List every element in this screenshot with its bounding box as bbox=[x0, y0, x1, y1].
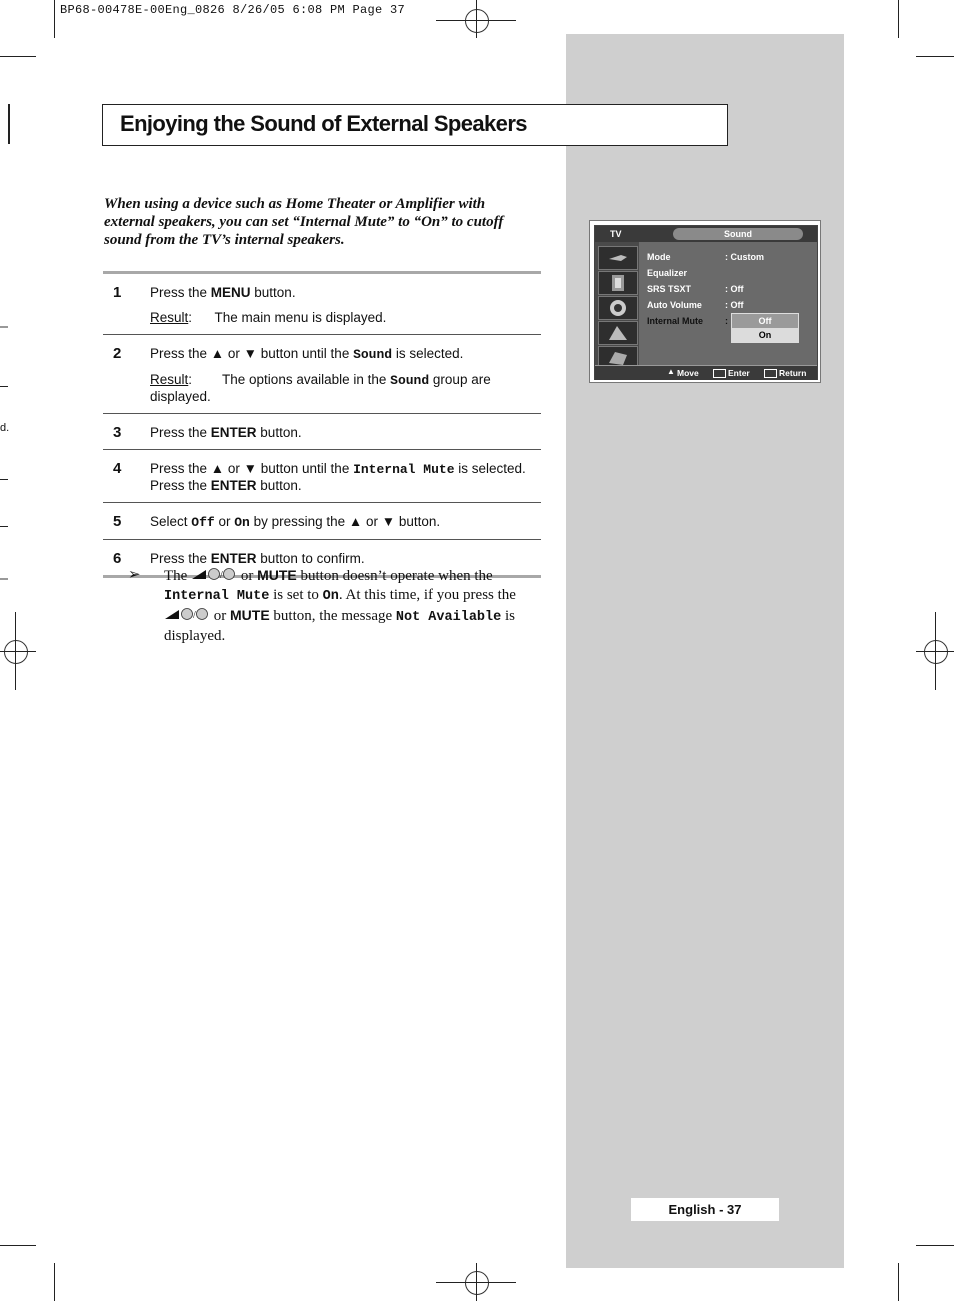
margin-tick bbox=[0, 578, 8, 580]
registration-mark bbox=[924, 640, 948, 664]
tv-row-label: Mode bbox=[647, 252, 671, 262]
registration-line bbox=[476, 0, 477, 38]
steps-table bbox=[103, 271, 541, 578]
step-text: Select Off or On by pressing the ▲ or ▼ button. bbox=[150, 514, 441, 530]
margin-tick bbox=[0, 479, 8, 480]
page-number: English - 37 bbox=[631, 1198, 779, 1221]
volume-buttons-icon bbox=[164, 607, 210, 626]
step-number: 3 bbox=[113, 424, 122, 441]
move-icon: ▲ bbox=[667, 367, 675, 376]
margin-tick bbox=[0, 386, 8, 387]
tv-row-value: : Off bbox=[725, 300, 744, 310]
move-label: Move bbox=[677, 368, 699, 378]
title-box bbox=[102, 104, 728, 146]
step-row bbox=[103, 335, 541, 414]
tv-row-label: SRS TSXT bbox=[647, 284, 692, 294]
picture-menu-icon bbox=[598, 246, 638, 270]
tv-footer-bar bbox=[595, 365, 817, 380]
tv-option-on: On bbox=[732, 328, 798, 342]
registration-mark bbox=[4, 640, 28, 664]
tv-header-bar bbox=[595, 226, 817, 242]
step-row bbox=[103, 414, 541, 450]
step-number: 6 bbox=[113, 550, 122, 567]
crop-mark bbox=[0, 56, 36, 57]
channel-menu-icon bbox=[598, 296, 638, 320]
crop-mark bbox=[898, 1263, 899, 1301]
enter-icon bbox=[713, 369, 726, 378]
tv-osd-screenshot bbox=[589, 220, 821, 383]
tv-row-value: : Off bbox=[725, 284, 744, 294]
step-text: Press the ENTER button. bbox=[150, 425, 302, 440]
crop-mark bbox=[0, 1245, 36, 1246]
tv-option-list bbox=[731, 313, 799, 343]
note-arrow-icon: ➢ bbox=[128, 567, 141, 583]
crop-mark bbox=[54, 1263, 55, 1301]
tv-label: TV bbox=[610, 229, 622, 239]
crop-mark bbox=[916, 1245, 954, 1246]
crop-mark bbox=[54, 0, 55, 38]
step-text: Press the ▲ or ▼ button until the Internal Mute is selected. Press the ENTER button. bbox=[150, 461, 526, 493]
enter-label: Enter bbox=[728, 368, 750, 378]
print-slug: BP68-00478E-00Eng_0826 8/26/05 6:08 PM Page 37 bbox=[60, 3, 406, 17]
registration-line bbox=[0, 651, 36, 652]
tv-menu-icons bbox=[595, 242, 639, 370]
tv-row-label: Auto Volume bbox=[647, 300, 702, 310]
tv-menu-title: Sound bbox=[673, 228, 803, 240]
registration-mark bbox=[465, 9, 489, 33]
registration-line bbox=[935, 612, 936, 690]
tv-row-label-selected: Internal Mute bbox=[647, 316, 704, 326]
tv-row-value: : bbox=[725, 316, 728, 326]
return-label: Return bbox=[779, 368, 807, 378]
svg-text:/: / bbox=[193, 610, 196, 622]
step-number: 2 bbox=[113, 345, 122, 362]
crop-mark bbox=[916, 56, 954, 57]
step-row bbox=[103, 274, 541, 335]
step-number: 1 bbox=[113, 284, 122, 301]
registration-line bbox=[15, 612, 16, 690]
step-row bbox=[103, 503, 541, 540]
tv-option-off: Off bbox=[732, 314, 798, 328]
margin-fragment: d. bbox=[0, 422, 10, 434]
crop-mark bbox=[0, 104, 10, 144]
page-title: Enjoying the Sound of External Speakers bbox=[120, 111, 527, 136]
margin-tick bbox=[0, 526, 8, 527]
step-text: Press the ENTER button to confirm. bbox=[150, 551, 365, 566]
setup-menu-icon bbox=[598, 321, 638, 345]
intro-text: When using a device such as Home Theater or Amplifier with external speakers, you can set “Internal Mute” to “On” to cutoff sound from the TV’s internal speakers. bbox=[104, 196, 504, 248]
tv-row-label: Equalizer bbox=[647, 268, 688, 278]
step-text: Press the MENU button. bbox=[150, 285, 296, 300]
svg-text:/: / bbox=[220, 570, 223, 582]
step-number: 4 bbox=[113, 460, 122, 477]
step-text: Press the ▲ or ▼ button until the Sound is selected. bbox=[150, 346, 464, 362]
sound-menu-icon bbox=[598, 271, 638, 295]
note-text: The / or MUTE button doesn’t operate when the Internal Mute is set to On. At this time, if you press the / or MUTE button, the message Not Available is displayed. bbox=[164, 567, 516, 645]
crop-mark bbox=[898, 0, 899, 38]
step-result: Result: The main menu is displayed. bbox=[150, 310, 387, 325]
volume-buttons-icon bbox=[191, 567, 237, 586]
registration-line bbox=[476, 1263, 477, 1301]
step-result: Result: The options available in the Sound group are displayed. bbox=[150, 372, 491, 404]
tv-screen bbox=[594, 225, 818, 380]
step-number: 5 bbox=[113, 513, 122, 530]
margin-tick bbox=[0, 326, 8, 328]
registration-mark bbox=[465, 1271, 489, 1295]
return-icon bbox=[764, 369, 777, 378]
step-row bbox=[103, 450, 541, 503]
tv-row-value: : Custom bbox=[725, 252, 764, 262]
note bbox=[128, 566, 540, 645]
